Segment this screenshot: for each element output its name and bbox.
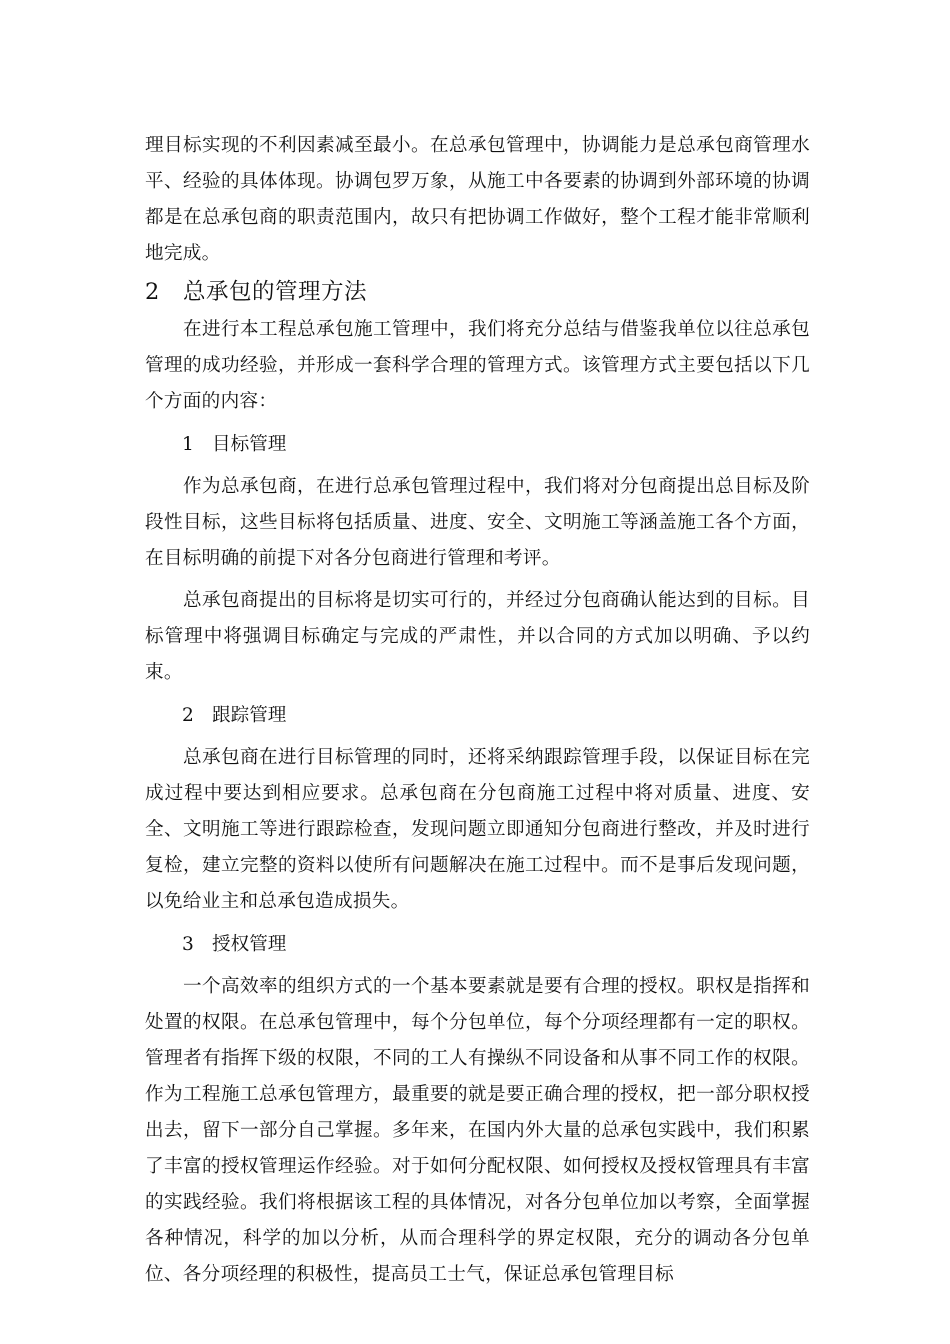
subsection-number: 3 <box>182 934 194 955</box>
paragraph: 总承包商在进行目标管理的同时，还将采纳跟踪管理手段，以保证目标在完成过程中要达到相应要求。总承包商在分包商施工过程中将对质量、进度、安全、文明施工等进行跟踪检查，发现问题立即通知分包商进行整改，并及时进行复检，建立完整的资料以使所有问题解决在施工过程中。而不是事后发现问题，以免给业主和总承包造成损失。 <box>145 747 810 912</box>
paragraph: 总承包商提出的目标将是切实可行的，并经过分包商确认能达到的目标。目标管理中将强调目标确定与完成的严肃性，并以合同的方式加以明确、予以约束。 <box>145 590 810 683</box>
subsection-title: 目标管理 <box>212 434 287 455</box>
subsection-title: 跟踪管理 <box>212 705 287 726</box>
section-title: 总承包的管理方法 <box>183 279 368 305</box>
section-intro-paragraph: 在进行本工程总承包施工管理中，我们将充分总结与借鉴我单位以往总承包管理的成功经验，并形成一套科学合理的管理方式。该管理方式主要包括以下几个方面的内容： <box>145 319 810 412</box>
subsection-number: 1 <box>182 434 194 455</box>
subsection-title: 授权管理 <box>212 934 287 955</box>
section-number: 2 <box>145 279 160 305</box>
document-body <box>145 128 810 1293</box>
section-heading <box>145 272 810 312</box>
intro-paragraph: 理目标实现的不利因素减至最小。在总承包管理中，协调能力是总承包商管理水平、经验的具体体现。协调包罗万象，从施工中各要素的协调到外部环境的协调都是在总承包商的职责范围内，故只有把协调工作做好，整个工程才能非常顺利地完成。 <box>145 135 810 264</box>
paragraph: 一个高效率的组织方式的一个基本要素就是要有合理的授权。职权是指挥和处置的权限。在总承包管理中，每个分包单位，每个分项经理都有一定的职权。管理者有指挥下级的权限，不同的工人有操纵不同设备和从事不同工作的权限。作为工程施工总承包管理方，最重要的就是要正确合理的授权，把一部分职权授出去，留下一部分自己掌握。多年来，在国内外大量的总承包实践中，我们积累了丰富的授权管理运作经验。对于如何分配权限、如何授权及授权管理具有丰富的实践经验。我们将根据该工程的具体情况，对各分包单位加以考察，全面掌握各种情况，科学的加以分析，从而合理科学的界定权限，充分的调动各分包单位、各分项经理的积极性，提高员工士气，保证总承包管理目标 <box>145 976 810 1285</box>
paragraph: 作为总承包商，在进行总承包管理过程中，我们将对分包商提出总目标及阶段性目标，这些目标将包括质量、进度、安全、文明施工等涵盖施工各个方面，在目标明确的前提下对各分包商进行管理和考评。 <box>145 476 810 569</box>
subsection-heading-2 <box>145 698 810 734</box>
subsection-heading-3 <box>145 927 810 963</box>
subsection-heading-1 <box>145 427 810 463</box>
subsection-number: 2 <box>182 705 194 726</box>
